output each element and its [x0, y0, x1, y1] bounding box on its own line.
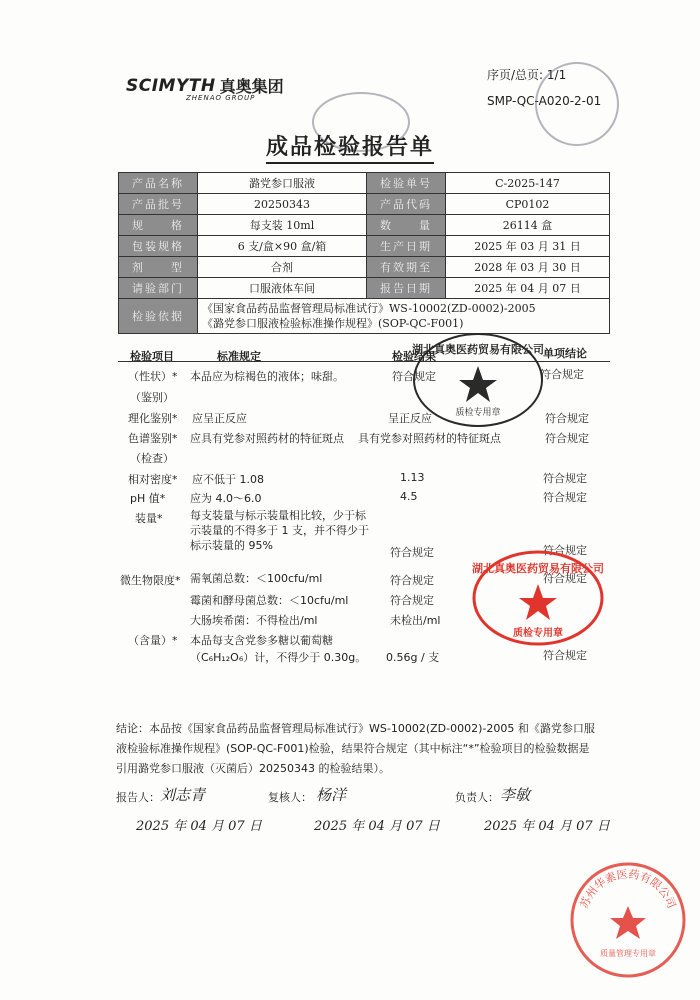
fill-standard-line: 标示装量的 95% [190, 539, 273, 552]
ph-item: pH 值* [130, 492, 166, 505]
page-title: 成品检验报告单 [0, 130, 700, 161]
svg-text:湖北真奥医药贸易有限公司: 湖北真奥医药贸易有限公司 [412, 343, 544, 356]
inspection-section: （检查） [130, 452, 174, 465]
trait-standard: 本品应为棕褐色的液体；味甜。 [190, 370, 344, 383]
micro-result-ecoli: 未检出/ml [390, 614, 441, 627]
reporter-label: 报告人： [116, 791, 160, 804]
identification-section: （鉴别） [130, 391, 174, 404]
review-date: 2025 年 04 月 07 日 [314, 819, 440, 834]
standard-line-1: 《国家食品药品监督管理局标准试行》WS-10002(ZD-0002)-2005 [202, 302, 536, 315]
chem-id-standard: 应呈正反应 [192, 412, 247, 425]
batch-label: 产品批号 [119, 194, 198, 215]
fill-item: 装量* [135, 512, 163, 525]
svg-text:湖北真奥医药贸易有限公司: 湖北真奥医药贸易有限公司 [472, 562, 604, 575]
expiry-label: 有效期至 [367, 257, 446, 278]
reviewer-signature: 杨洋 [316, 786, 347, 804]
quality-seal-red [566, 858, 690, 982]
trait-result: 符合规定 [392, 370, 436, 383]
table-row [119, 278, 610, 299]
company-seal-red [468, 548, 608, 648]
col-header-result: 检验结果 [392, 350, 436, 363]
content-result: 0.56g / 支 [386, 651, 440, 664]
trait-verdict: 符合规定 [540, 368, 584, 381]
package-label: 包装规格 [119, 236, 198, 257]
test-number-value: C-2025-147 [446, 173, 610, 194]
spec-value: 每支装 10ml [198, 215, 367, 236]
micro-standard-mold: 霉菌和酵母菌总数：＜10cfu/ml [190, 594, 349, 607]
standard-label: 检验依据 [119, 299, 198, 334]
dosage-form-value: 合剂 [198, 257, 367, 278]
micro-result-aerobic: 符合规定 [390, 574, 434, 587]
micro-standard-aerobic: 需氧菌总数：＜100cfu/ml [190, 572, 323, 585]
quantity-label: 数 量 [367, 215, 446, 236]
ph-verdict: 符合规定 [543, 491, 587, 504]
company-seal-dark [408, 330, 548, 430]
chrom-id-verdict: 符合规定 [545, 432, 589, 445]
spec-label: 规 格 [119, 215, 198, 236]
content-standard [190, 632, 366, 666]
table-row [119, 299, 610, 334]
standard-value [198, 299, 610, 334]
reporter-signature: 刘志青 [160, 786, 206, 804]
product-code-value: CP0102 [446, 194, 610, 215]
table-row [119, 173, 610, 194]
department-value: 口服液体车间 [198, 278, 367, 299]
table-row [119, 236, 610, 257]
production-date-label: 生产日期 [367, 236, 446, 257]
conclusion-text: 结论：本品按《国家食品药品监督管理局标准试行》WS-10002(ZD-0002)-2005 和《潞党参口服液检验标准操作规程》(SOP-QC-F001)检验，结果符合规定（其中标注“*”检验项目的检验数据是引用潞党参口服液（灭菌后）20250343 的检验结果）。 [116, 722, 595, 775]
fill-standard-line: 每支装量与标示装量相比较，少于标 [190, 509, 366, 522]
production-date-value: 2025 年 03 月 31 日 [446, 236, 610, 257]
table-row [119, 215, 610, 236]
density-result: 1.13 [400, 471, 425, 484]
density-item: 相对密度* [128, 473, 178, 486]
density-verdict: 符合规定 [543, 472, 587, 485]
report-date: 2025 年 04 月 07 日 [136, 819, 262, 834]
content-standard-line: （C₆H₁₂O₆）计，不得少于 0.30g。 [190, 651, 367, 664]
manager-label: 负责人： [455, 791, 499, 804]
chrom-id-result: 具有党参对照药材的特征斑点 [358, 432, 501, 445]
svg-text:质检专用章: 质检专用章 [455, 408, 501, 418]
approval-date: 2025 年 04 月 07 日 [484, 819, 610, 834]
content-verdict: 符合规定 [543, 649, 587, 662]
logo-mark: SCIMYTH [126, 75, 216, 96]
micro-standard-ecoli: 大肠埃希菌：不得检出/ml [190, 614, 318, 627]
test-number-label: 检验单号 [367, 173, 446, 194]
svg-text:质量管理专用章: 质量管理专用章 [600, 949, 656, 958]
logo-subtitle: ZHENAO GROUP [186, 94, 256, 102]
col-header-verdict: 单项结论 [543, 347, 587, 360]
micro-verdict: 符合规定 [543, 572, 587, 585]
col-header-standard: 标准规定 [217, 350, 261, 363]
trait-item: （性状）* [128, 370, 178, 383]
fill-standard-line: 示装量的不得多于 1 支，并不得少于 [190, 524, 369, 537]
document-code: SMP-QC-A020-2-01 [487, 94, 602, 108]
report-date-label: 报告日期 [367, 278, 446, 299]
svg-text:质检专用章: 质检专用章 [513, 628, 563, 639]
manager-signature: 李敏 [500, 786, 531, 804]
department-label: 请验部门 [119, 278, 198, 299]
fill-standard [190, 508, 369, 553]
chrom-id-item: 色谱鉴别* [128, 432, 178, 445]
chem-id-verdict: 符合规定 [545, 412, 589, 425]
fill-verdict: 符合规定 [543, 544, 587, 557]
svg-text:苏州华素医药有限公司: 苏州华素医药有限公司 [577, 867, 679, 911]
col-header-item: 检验项目 [130, 350, 174, 363]
chem-id-result: 呈正反应 [388, 412, 432, 425]
logo-chinese-name: 真奥集团 [219, 77, 284, 96]
density-standard: 应不低于 1.08 [192, 473, 264, 486]
page-number: 序页/总页: 1/1 [487, 68, 567, 82]
package-value: 6 支/盒×90 盒/箱 [198, 236, 367, 257]
table-row [119, 257, 610, 278]
table-row [119, 194, 610, 215]
expiry-value: 2028 年 03 月 30 日 [446, 257, 610, 278]
product-info-table [118, 172, 610, 334]
content-standard-line: 本品每支含党参多糖以葡萄糖 [190, 634, 333, 647]
reviewer-label: 复核人： [268, 791, 312, 804]
dosage-form-label: 剂 型 [119, 257, 198, 278]
product-name-label: 产品名称 [119, 173, 198, 194]
report-date-value: 2025 年 04 月 07 日 [446, 278, 610, 299]
quantity-value: 26114 盒 [446, 215, 610, 236]
standard-line-2: 《潞党参口服液检验标准操作规程》(SOP-QC-F001) [202, 317, 464, 330]
fill-result: 符合规定 [390, 546, 434, 559]
ph-result: 4.5 [400, 490, 418, 503]
micro-result-mold: 符合规定 [390, 594, 434, 607]
chem-id-item: 理化鉴别* [128, 412, 178, 425]
product-code-label: 产品代码 [367, 194, 446, 215]
product-name-value: 潞党参口服液 [198, 173, 367, 194]
ph-standard: 应为 4.0～6.0 [190, 492, 262, 505]
chrom-id-standard: 应具有党参对照药材的特征斑点 [190, 432, 344, 445]
micro-item: 微生物限度* [120, 574, 181, 587]
content-item: （含量）* [128, 634, 178, 647]
batch-value: 20250343 [198, 194, 367, 215]
